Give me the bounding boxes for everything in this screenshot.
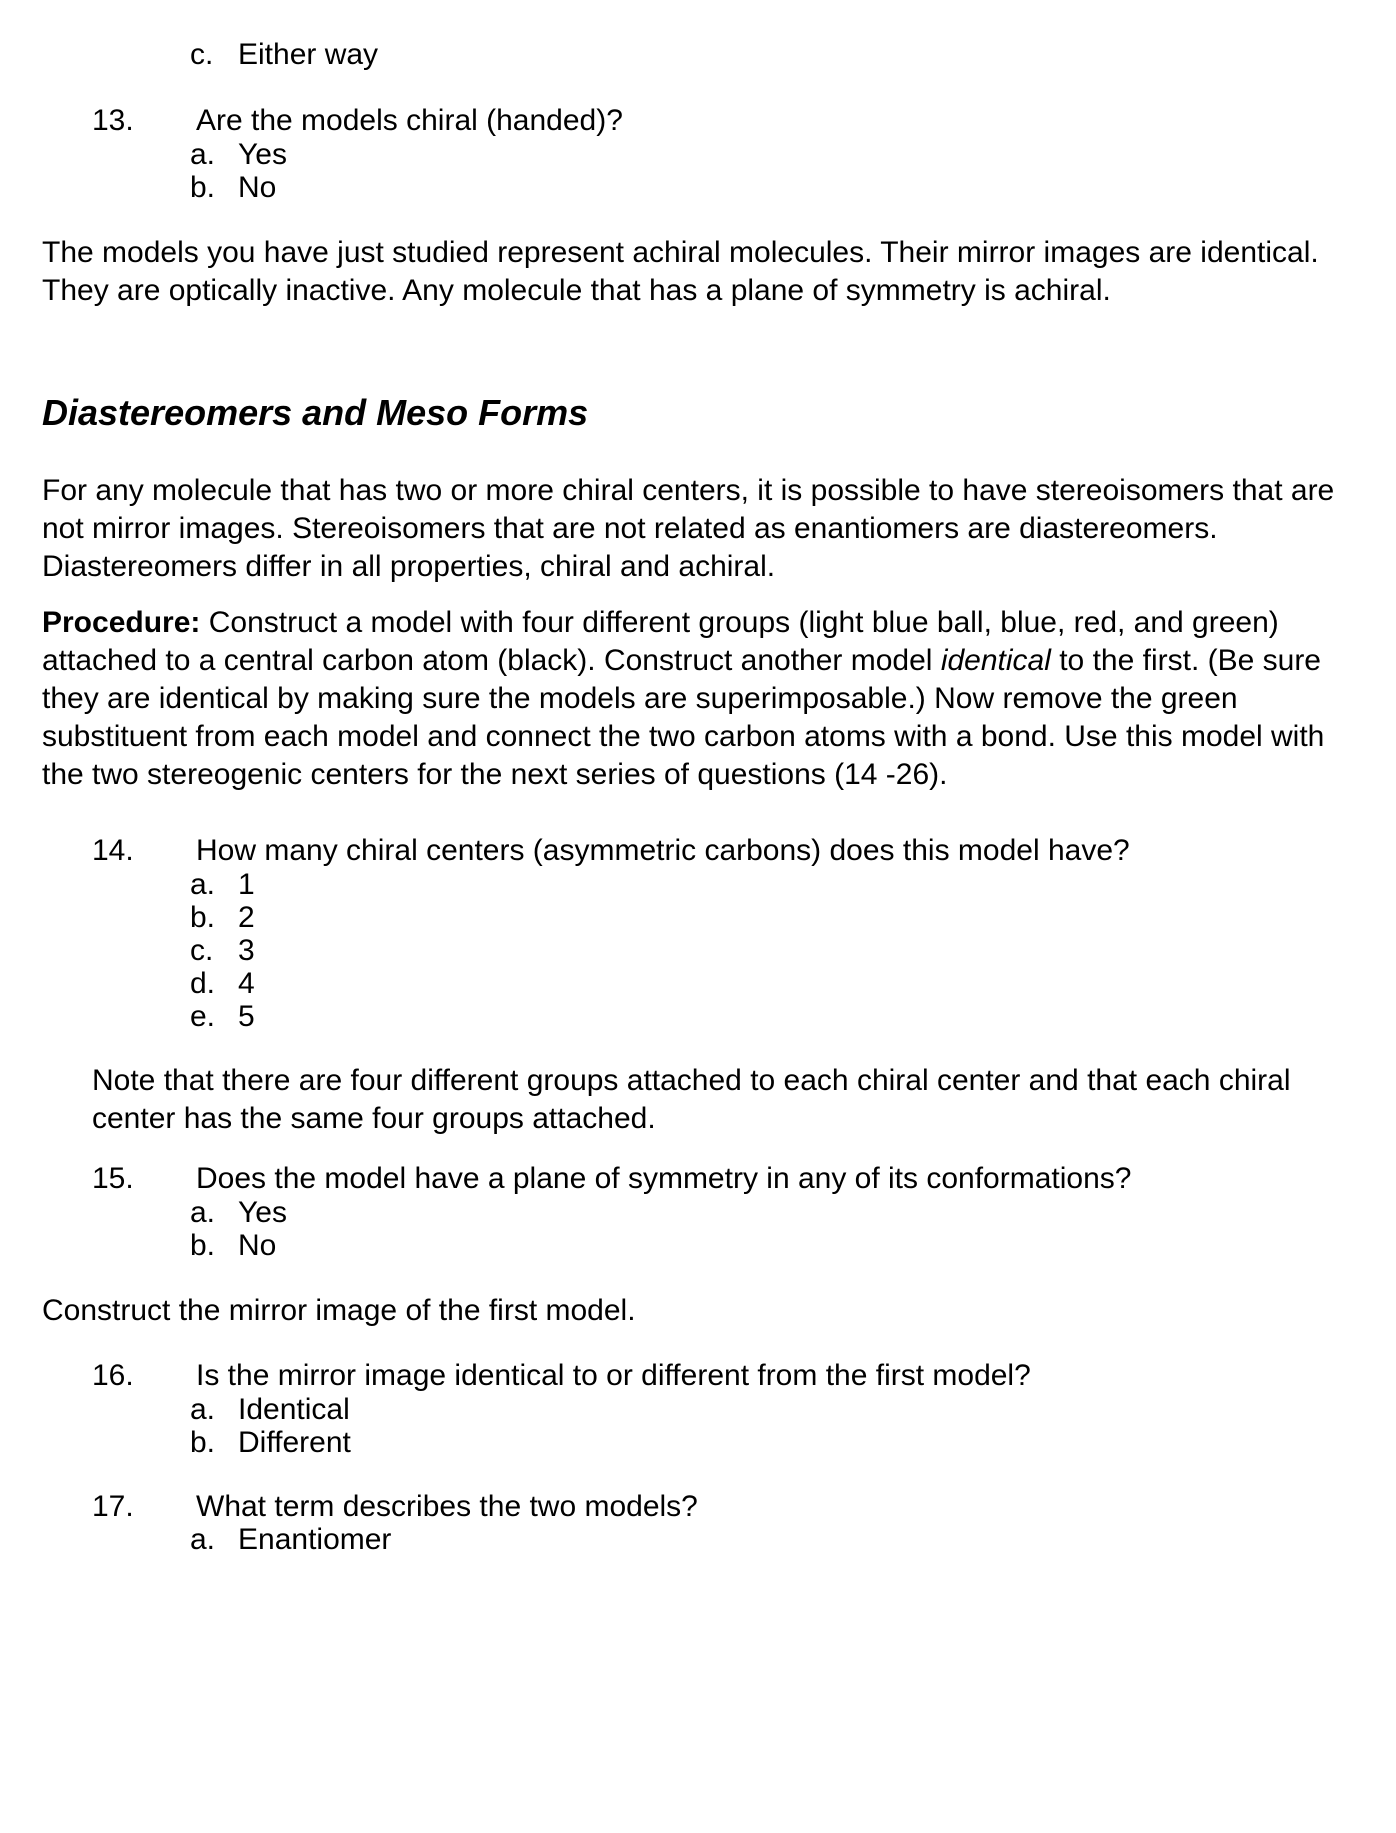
paragraph-mirror-instruction: Construct the mirror image of the first model. xyxy=(42,1294,636,1327)
option-text: 2 xyxy=(238,901,255,934)
section-heading: Diastereomers and Meso Forms xyxy=(42,392,589,433)
procedure-text-before: Construct a model with four different groups (light blue ball, blue, red, and green) attached to a central carbon atom (black). Construct another model xyxy=(42,606,1279,677)
procedure-italic: identical xyxy=(940,644,1051,677)
procedure-text-after: to the first. (Be sure they are identical by making sure the models are superimposable.) Now remove the green substituent from each model and connect the two carbon atoms with a bond. Use this model with the two stereogenic centers for the next series of questions (14 -26). xyxy=(42,644,1325,791)
note-paragraph: Note that there are four different groups attached to each chiral center and that each chiral center has the same four groups attached. xyxy=(92,1064,1291,1135)
option-text: Different xyxy=(238,1426,351,1459)
question-14 xyxy=(92,832,1352,870)
question-16 xyxy=(92,1357,1352,1395)
option-letter: a. xyxy=(190,138,216,171)
procedure-label: Procedure: xyxy=(42,606,201,639)
question-text: Does the model have a plane of symmetry in any of its conformations? xyxy=(196,1162,1132,1195)
option-text: Yes xyxy=(238,1196,287,1229)
option-letter: b. xyxy=(190,1426,216,1459)
question-number: 17. xyxy=(92,1490,134,1523)
question-text: What term describes the two models? xyxy=(196,1490,698,1523)
question-13 xyxy=(92,102,1352,140)
question-text: Is the mirror image identical to or different from the first model? xyxy=(196,1359,1031,1392)
option-letter: b. xyxy=(190,171,216,204)
option-letter: b. xyxy=(190,1229,216,1262)
paragraph-achiral: The models you have just studied represent achiral molecules. Their mirror images are identical. They are optically inactive. Any molecule that has a plane of symmetry is achiral. xyxy=(42,236,1319,307)
option-letter: e. xyxy=(190,1000,216,1033)
option-letter: d. xyxy=(190,967,216,1000)
option-letter: a. xyxy=(190,1196,216,1229)
question-number: 14. xyxy=(92,834,134,867)
q16-option-b xyxy=(190,1424,351,1462)
option-text: No xyxy=(238,171,277,204)
option-c-either-way xyxy=(190,36,378,74)
paragraph-diastereomers: For any molecule that has two or more chiral centers, it is possible to have stereoisomers that are not mirror images. Stereoisomers that are not related as enantiomers are diastereomers. Diastereomers differ in all properties, chiral and achiral. xyxy=(42,474,1335,583)
option-text: 4 xyxy=(238,967,255,1000)
option-letter: a. xyxy=(190,1523,216,1556)
question-number: 16. xyxy=(92,1359,134,1392)
q13-option-b xyxy=(190,169,276,207)
option-letter: c. xyxy=(190,934,214,967)
option-letter: a. xyxy=(190,1393,216,1426)
question-text: How many chiral centers (asymmetric carbons) does this model have? xyxy=(196,834,1130,867)
question-text: Are the models chiral (handed)? xyxy=(196,104,623,137)
option-text: 3 xyxy=(238,934,255,967)
option-text: 1 xyxy=(238,868,255,901)
option-text: 5 xyxy=(238,1000,255,1033)
option-text: Yes xyxy=(238,138,287,171)
procedure-paragraph xyxy=(42,604,1362,794)
q15-option-b xyxy=(190,1227,276,1265)
option-text: Enantiomer xyxy=(238,1523,392,1556)
option-letter: b. xyxy=(190,901,216,934)
question-number: 13. xyxy=(92,104,134,137)
option-letter: a. xyxy=(190,868,216,901)
q14-option-e xyxy=(190,998,255,1036)
q17-option-a xyxy=(190,1521,391,1559)
option-text: Either way xyxy=(238,38,379,71)
option-text: No xyxy=(238,1229,277,1262)
option-letter: c. xyxy=(190,38,214,71)
question-number: 15. xyxy=(92,1162,134,1195)
option-text: Identical xyxy=(238,1393,350,1426)
question-15 xyxy=(92,1160,1352,1198)
